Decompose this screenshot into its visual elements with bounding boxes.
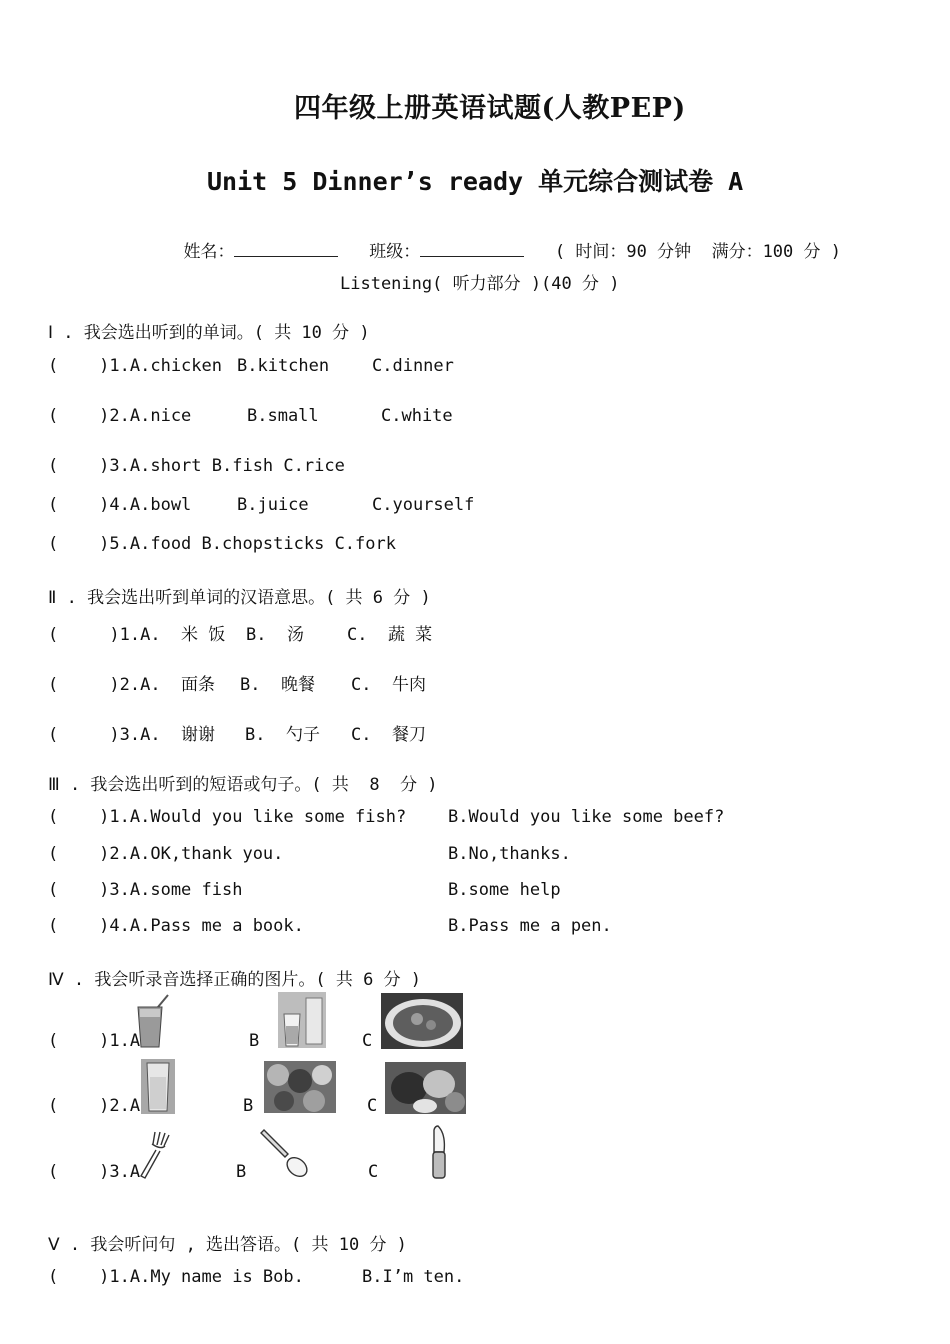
- s4-q3-a: ( )3.A: [48, 1162, 141, 1182]
- s3-q2-a: ( )2.A.OK,thank you.: [48, 844, 284, 864]
- s1-q1-c: C.dinner: [372, 356, 454, 376]
- s3-q1-b: B.Would you like some beef?: [448, 807, 725, 827]
- s1-q2-a: ( )2.A.nice: [48, 406, 192, 426]
- milk-picture: [278, 992, 326, 1048]
- s1-q4-a: ( )4.A.bowl: [48, 495, 192, 515]
- s2-q3-a: ( )3.A. 谢谢: [48, 725, 216, 745]
- s4-q2-b: B: [243, 1096, 254, 1116]
- s2-q2-a: ( )2.A. 面条: [48, 675, 216, 695]
- s1-q5: ( )5.A.food B.chopsticks C.fork: [48, 534, 396, 554]
- s1-q1-a: ( )1.A.chicken: [48, 356, 222, 376]
- s2-q3-b: B. 勺子: [245, 725, 320, 745]
- section-4-heading: Ⅳ . 我会听录音选择正确的图片。( 共 6 分 ): [48, 970, 422, 990]
- s4-q1-c: C: [362, 1031, 373, 1051]
- s3-q4-a: ( )4.A.Pass me a book.: [48, 916, 304, 936]
- student-info-row: [163, 217, 841, 262]
- listening-heading: Listening( 听力部分 )(40 分 ): [340, 274, 620, 294]
- s3-q1-a: ( )1.A.Would you like some fish?: [48, 807, 407, 827]
- s4-q2-a: ( )2.A: [48, 1096, 141, 1116]
- s1-q3: ( )3.A.short B.fish C.rice: [48, 456, 345, 476]
- s1-q4-c: C.yourself: [372, 495, 475, 515]
- s4-q3-b: B: [236, 1162, 247, 1182]
- s4-q3-c: C: [368, 1162, 379, 1182]
- knife-picture: [428, 1124, 450, 1182]
- s5-q1-a: ( )1.A.My name is Bob.: [48, 1267, 304, 1287]
- vegetables-picture: [264, 1061, 336, 1113]
- fork-picture: [137, 1130, 171, 1180]
- s1-q4-b: B.juice: [237, 495, 309, 515]
- s4-q1-a: ( )1.A: [48, 1031, 141, 1051]
- juice-glass-picture: [134, 993, 172, 1049]
- s1-q2-b: B.small: [247, 406, 319, 426]
- s4-q2-c: C: [367, 1096, 378, 1116]
- s2-q1-b: B. 汤: [246, 625, 304, 645]
- s5-q1-b: B.I’m ten.: [362, 1267, 465, 1287]
- section-1-heading: Ⅰ . 我会选出听到的单词。( 共 10 分 ): [48, 323, 370, 343]
- section-3-heading: Ⅲ . 我会选出听到的短语或句子。( 共 8 分 ): [48, 775, 438, 795]
- section-5-heading: Ⅴ . 我会听问句 , 选出答语。( 共 10 分 ): [48, 1235, 407, 1255]
- spoon-picture: [257, 1127, 311, 1181]
- name-blank[interactable]: [234, 240, 338, 257]
- s1-q2-c: C.white: [381, 406, 453, 426]
- s1-q1-b: B.kitchen: [237, 356, 330, 376]
- section-2-heading: Ⅱ . 我会选出听到单词的汉语意思。( 共 6 分 ): [48, 588, 431, 608]
- s4-q1-b: B: [249, 1031, 260, 1051]
- s2-q1-c: C. 蔬 菜: [347, 625, 433, 645]
- class-label: 班级：: [369, 242, 421, 262]
- water-glass-picture: [141, 1059, 175, 1114]
- s2-q3-c: C. 餐刀: [351, 725, 426, 745]
- name-label: 姓名：: [183, 242, 235, 262]
- s3-q3-a: ( )3.A.some fish: [48, 880, 243, 900]
- s3-q3-b: B.some help: [448, 880, 561, 900]
- document-title: 四年级上册英语试题(人教PEP): [294, 93, 686, 124]
- soup-bowl-picture: [381, 993, 463, 1049]
- s3-q4-b: B.Pass me a pen.: [448, 916, 612, 936]
- s2-q2-b: B. 晚餐: [240, 675, 315, 695]
- s2-q2-c: C. 牛肉: [351, 675, 426, 695]
- time-info: ( 时间：90 分钟 满分：100 分 ): [554, 242, 841, 262]
- document-subtitle: Unit 5 Dinner’s ready 单元综合测试卷 A: [207, 167, 744, 196]
- s2-q1-a: ( )1.A. 米 饭: [48, 625, 226, 645]
- peppers-picture: [385, 1062, 466, 1114]
- class-blank[interactable]: [420, 240, 524, 257]
- s3-q2-b: B.No,thanks.: [448, 844, 571, 864]
